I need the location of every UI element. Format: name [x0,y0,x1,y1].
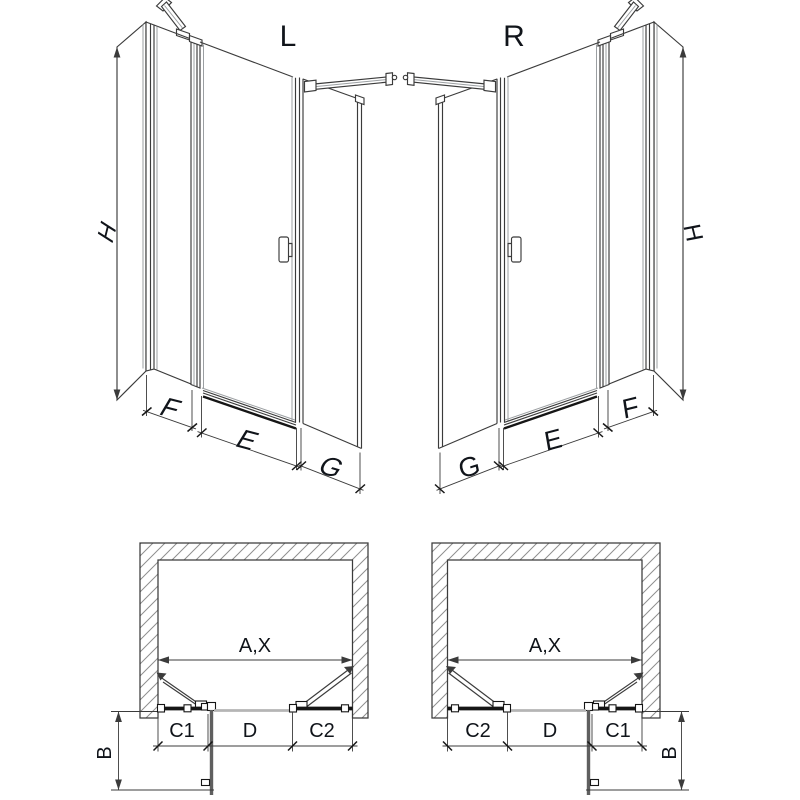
support-rod-right [296,666,354,708]
dim-label-ax-left: A,X [238,635,272,657]
dim-label-e-left: E [232,422,262,457]
door-pivot [202,703,216,711]
side-wall [117,22,146,400]
dim-label-g-right: G [452,449,485,484]
dim-label-b-right: B [659,746,681,760]
dim-label-h-right: H [677,219,708,247]
dim-label-c1-left: C1 [169,720,195,742]
fixed-panel-glass [154,25,191,384]
door-panel [200,42,296,422]
perspective-right-geometry [403,0,686,494]
dim-label-d-right: D [542,720,558,742]
plan-left-wall [140,543,368,718]
fixed-panel-right [300,78,365,449]
label-version-left: L [279,20,297,53]
dim-label-f-left: F [156,390,184,425]
dim-label-f-right: F [616,390,644,425]
door-handle [279,237,292,262]
door-open [202,710,212,795]
support-bar [305,73,397,92]
dim-label-d-left: D [242,720,258,742]
dim-label-ax-right: A,X [528,635,562,657]
plan-right-wall [432,543,660,718]
hinge-profile [190,36,203,389]
dim-width-ax [158,656,353,663]
label-version-right: R [503,20,525,53]
dim-label-b-left: B [94,746,116,760]
wall-profile [146,22,154,371]
dim-label-h-left: H [92,219,123,247]
dim-depth-b [111,712,214,791]
support-rod-left [157,673,207,708]
dim-label-c1-right: C1 [605,720,631,742]
threshold-rail [202,388,296,429]
dim-label-e-right: E [538,422,568,457]
dim-label-c2-left: C2 [309,720,335,742]
dim-label-c2-right: C2 [465,720,491,742]
support-brace [157,0,190,40]
dim-label-g-left: G [315,449,348,484]
